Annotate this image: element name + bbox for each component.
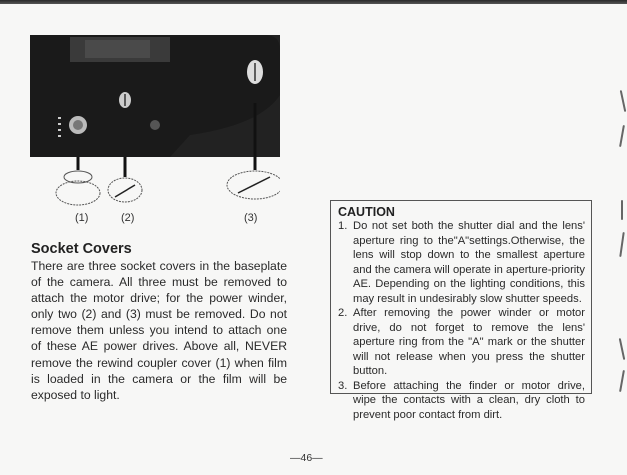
section-heading: Socket Covers <box>31 241 132 257</box>
binding-mark <box>619 370 625 392</box>
cover-3 <box>227 171 280 199</box>
cover-2 <box>108 178 142 202</box>
caution-item-number: 1. <box>338 220 348 232</box>
caution-item-text: Before attaching the finder or motor drive, wipe the contacts with a clean, dry cloth to prevent poor contact from dirt. <box>353 379 585 421</box>
page-number: —46— <box>290 452 323 464</box>
figure-label-3: (3) <box>244 212 258 224</box>
cover-1 <box>56 171 100 205</box>
caution-item-number: 3. <box>338 379 348 392</box>
binding-mark <box>619 338 626 360</box>
caution-box <box>330 200 592 421</box>
page-top-edge <box>0 0 627 4</box>
caution-item <box>338 306 585 379</box>
binding-mark <box>619 125 625 147</box>
figure-label-1: (1) <box>75 212 89 224</box>
caution-item-number: 2. <box>338 307 348 319</box>
caution-list <box>338 219 585 422</box>
tripod-socket <box>150 120 160 130</box>
caution-item-text: Do not set both the shutter dial and the lens' aperture ring to the"A"settings.Otherwise, the lens will stop down to the smallest aperture and the camera will operate in aperture-priority AE. Depending on the lighting conditions, this may result in undesirably slow shutter speeds. <box>353 220 585 305</box>
caution-item <box>338 219 585 306</box>
section-body: There are three socket covers in the baseplate of the camera. All three must be removed to attach the motor drive; for the power winder, only two (2) and (3) must be removed. Do not remove them unless you intend to attach one of these AE power drives. Above all, NEVER remove the rewind coupler cover (1) when film is loaded in the camera or the film will be exposed to light. <box>31 259 287 402</box>
figure-label-2: (2) <box>121 212 135 224</box>
caution-item-text: After removing the power winder or motor drive, do not forget to remove the lens' aperture ring from the "A" mark or the shutter will not release when you press the shutter button. <box>353 307 585 377</box>
caution-item <box>338 379 585 423</box>
binding-mark <box>621 200 623 220</box>
binding-mark <box>620 90 627 112</box>
caution-title: CAUTION <box>338 205 395 219</box>
camera-baseplate-photo <box>30 35 280 225</box>
binding-mark <box>619 232 624 257</box>
